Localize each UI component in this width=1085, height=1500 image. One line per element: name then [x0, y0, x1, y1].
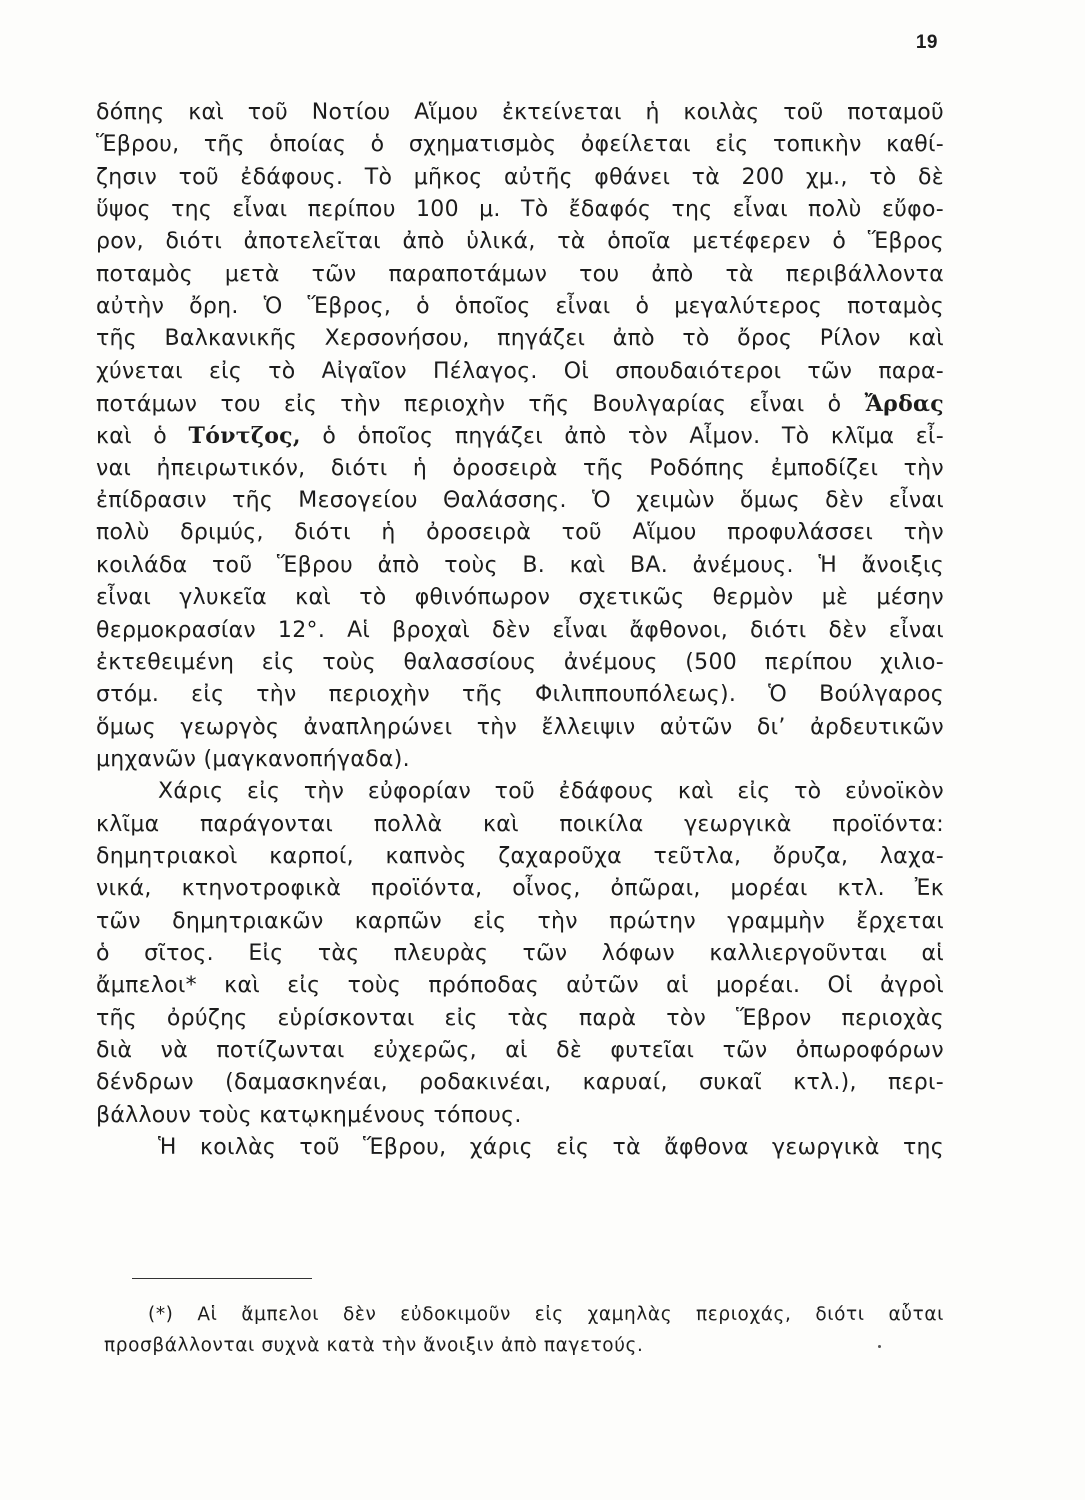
text-line: ὁ σῖτος. Εἰς τὰς πλευρὰς τῶν λόφων καλλιεργοῦνται αἱ	[96, 940, 944, 966]
text-line: κλῖμα παράγονται πολλὰ καὶ ποικίλα γεωργικὰ προϊόντα:	[96, 811, 944, 837]
text-line: ἐκτεθειμένη εἰς τοὺς θαλασσίους ἀνέμους (500 περίπου χιλιο-	[96, 649, 944, 675]
text-line: αὐτὴν ὄρη. Ὁ Ἕβρος, ὁ ὁποῖος εἶναι ὁ μεγαλύτερος ποταμὸς	[96, 294, 944, 320]
text-line: Ἡ κοιλὰς τοῦ Ἕβρου, χάρις εἰς τὰ ἄφθονα γεωργικὰ της	[158, 1135, 944, 1160]
text-line	[96, 420, 944, 452]
paper-speck	[878, 1345, 881, 1348]
text-segment: ποτάμων του εἰς τὴν περιοχὴν τῆς Βουλγαρίας εἶναι ὁ	[96, 392, 865, 418]
text-line: μηχανῶν (μαγκανοπήγαδα).	[96, 746, 410, 772]
text-line: ζησιν τοῦ ἐδάφους. Τὸ μῆκος αὐτῆς φθάνει τὰ 200 χμ., τὸ δὲ	[96, 164, 944, 190]
text-line: διὰ νὰ ποτίζωνται εὐχερῶς, αἱ δὲ φυτεῖαι τῶν ὀπωροφόρων	[96, 1037, 944, 1063]
footnote-line: (*) Αἱ ἄμπελοι δὲν εὐδοκιμοῦν εἰς χαμηλὰς περιοχάς, διότι αὗται	[148, 1304, 944, 1325]
footnote-divider	[132, 1278, 312, 1279]
bold-river-arda: Ἄρδας	[864, 391, 944, 418]
text-line: στόμ. εἰς τὴν περιοχὴν τῆς Φιλιππουπόλεως). Ὁ Βούλγαρος	[96, 682, 944, 708]
text-line: ἐπίδρασιν τῆς Μεσογείου Θαλάσσης. Ὁ χειμὼν ὅμως δὲν εἶναι	[96, 488, 944, 514]
text-line: κοιλάδα τοῦ Ἕβρου ἀπὸ τοὺς Β. καὶ ΒΑ. ἀνέμους. Ἡ ἄνοιξις	[96, 552, 944, 578]
body-text	[96, 97, 944, 1164]
footnote	[104, 1299, 944, 1361]
text-line: τῆς ὀρύζης εὑρίσκονται εἰς τὰς παρὰ τὸν Ἕβρον περιοχὰς	[96, 1005, 944, 1031]
text-line: ἄμπελοι* καὶ εἰς τοὺς πρόποδας αὐτῶν αἱ μορέαι. Οἱ ἀγροὶ	[96, 973, 944, 999]
page-number: 19	[915, 32, 938, 53]
text-line: χύνεται εἰς τὸ Αἰγαῖον Πέλαγος. Οἱ σπουδαιότεροι τῶν παρα-	[96, 358, 944, 384]
text-line	[96, 388, 944, 420]
text-line: Χάρις εἰς τὴν εὐφορίαν τοῦ ἐδάφους καὶ εἰς τὸ εὐνοϊκὸν	[158, 779, 944, 805]
text-line: δόπης καὶ τοῦ Νοτίου Αἵμου ἐκτείνεται ἡ κοιλὰς τοῦ ποταμοῦ	[96, 100, 944, 125]
text-line: ὅμως γεωργὸς ἀναπληρώνει τὴν ἔλλειψιν αὐτῶν δι’ ἀρδευτικῶν	[96, 714, 944, 740]
text-line: ναι ἠπειρωτικόν, διότι ἡ ὀροσειρὰ τῆς Ροδόπης ἐμποδίζει τὴν	[96, 455, 944, 481]
text-line: δημητριακοὶ καρποί, καπνὸς ζαχαροῦχα τεῦτλα, ὄρυζα, λαχα-	[96, 843, 944, 869]
text-line: βάλλουν τοὺς κατῳκημένους τόπους.	[96, 1102, 522, 1128]
text-line: τῶν δημητριακῶν καρπῶν εἰς τὴν πρώτην γραμμὴν ἔρχεται	[96, 908, 944, 934]
text-line: ρον, διότι ἀποτελεῖται ἀπὸ ὑλικά, τὰ ὁποῖα μετέφερεν ὁ Ἕβρος	[96, 229, 944, 255]
bold-river-tonzos: Τόντζος,	[188, 423, 301, 450]
text-segment: καὶ ὁ	[96, 424, 189, 450]
text-line: νικά, κτηνοτροφικὰ προϊόντα, οἶνος, ὀπῶραι, μορέαι κτλ. Ἐκ	[96, 876, 944, 902]
text-line: δένδρων (δαμασκηνέαι, ροδακινέαι, καρυαί, συκαῖ κτλ.), περι-	[96, 1070, 944, 1096]
text-line: ὕψος της εἶναι περίπου 100 μ. Τὸ ἔδαφός της εἶναι πολὺ εὔφο-	[96, 197, 944, 223]
text-segment: ὁ ὁποῖος πηγάζει ἀπὸ τὸν Αἶμον. Τὸ κλῖμα εἶ-	[300, 424, 944, 450]
footnote-line: προσβάλλονται συχνὰ κατὰ τὴν ἄνοιξιν ἀπὸ παγετούς.	[104, 1335, 644, 1356]
text-line: ποταμὸς μετὰ τῶν παραποτάμων του ἀπὸ τὰ περιβάλλοντα	[96, 261, 944, 287]
text-line: πολὺ δριμύς, διότι ἡ ὀροσειρὰ τοῦ Αἵμου προφυλάσσει τὴν	[96, 520, 944, 546]
text-line: θερμοκρασίαν 12°. Αἱ βροχαὶ δὲν εἶναι ἄφθονοι, διότι δὲν εἶναι	[96, 617, 944, 643]
text-line: Ἕβρου, τῆς ὁποίας ὁ σχηματισμὸς ὀφείλεται εἰς τοπικὴν καθί-	[96, 132, 944, 158]
text-line: τῆς Βαλκανικῆς Χερσονήσου, πηγάζει ἀπὸ τὸ ὄρος Ρίλον καὶ	[96, 326, 944, 352]
text-line: εἶναι γλυκεῖα καὶ τὸ φθινόπωρον σχετικῶς θερμὸν μὲ μέσην	[96, 585, 944, 611]
